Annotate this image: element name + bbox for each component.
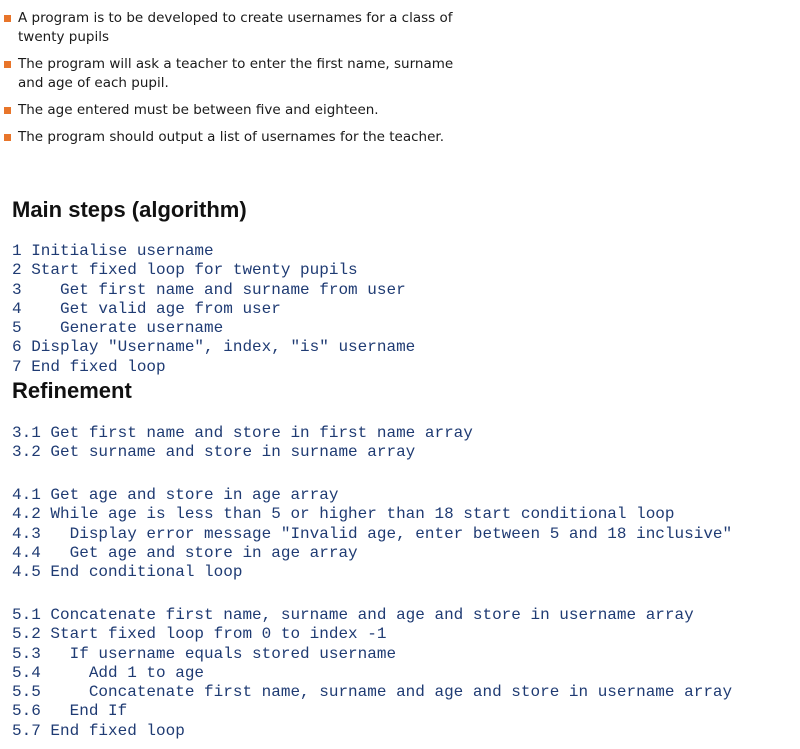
main-steps-code: [12, 242, 415, 377]
main-steps-heading: Main steps (algorithm): [12, 197, 247, 222]
code-line: 4.3 Display error message "Invalid age, enter between 5 and 18 inclusive": [12, 524, 733, 543]
requirement-item: [4, 128, 464, 147]
code-line: 1 Initialise username: [12, 242, 214, 260]
code-line: 7 End fixed loop: [12, 357, 166, 376]
refinement-code-block-2: [12, 486, 732, 582]
refinement-heading: Refinement: [12, 378, 132, 403]
requirement-text: The program will ask a teacher to enter the first name, surname and age of each pupil.: [18, 56, 454, 91]
code-line: 3 Get first name and surname from user: [12, 280, 406, 299]
requirements-list: [4, 9, 464, 155]
code-line: 4.1 Get age and store in age array: [12, 486, 339, 504]
requirement-text: A program is to be developed to create usernames for a class of twenty pupils: [18, 10, 453, 45]
code-line: 4.2 While age is less than 5 or higher than 18 start conditional loop: [12, 505, 675, 524]
code-line: 3.2 Get surname and store in surname array: [12, 443, 416, 462]
requirement-item: [4, 9, 464, 47]
code-line: 5.2 Start fixed loop from 0 to index -1: [12, 625, 387, 644]
code-line: 5.6 End If: [12, 702, 128, 721]
code-line: 5.3 If username equals stored username: [12, 644, 397, 663]
requirement-item: [4, 55, 464, 93]
code-line: 5.5 Concatenate first name, surname and age and store in username array: [12, 683, 733, 702]
requirement-text: The program should output a list of usernames for the teacher.: [18, 129, 445, 145]
code-line: 5 Generate username: [12, 319, 224, 338]
code-line: 4 Get valid age from user: [12, 299, 281, 318]
square-bullet-icon: [4, 15, 11, 22]
square-bullet-icon: [4, 61, 11, 68]
refinement-code-block-3: [12, 606, 732, 741]
code-line: 3.1 Get first name and store in first name array: [12, 424, 473, 442]
code-line: 5.1 Concatenate first name, surname and age and store in username array: [12, 606, 694, 624]
code-line: 2 Start fixed loop for twenty pupils: [12, 261, 358, 280]
code-line: 4.5 End conditional loop: [12, 563, 243, 582]
code-line: 5.4 Add 1 to age: [12, 663, 205, 682]
refinement-code-block-1: [12, 424, 473, 463]
code-line: 5.7 End fixed loop: [12, 721, 185, 740]
square-bullet-icon: [4, 134, 11, 141]
square-bullet-icon: [4, 107, 11, 114]
code-line: 6 Display "Username", index, "is" username: [12, 338, 416, 357]
code-line: 4.4 Get age and store in age array: [12, 543, 358, 562]
requirement-item: [4, 101, 464, 120]
requirement-text: The age entered must be between five and eighteen.: [18, 102, 379, 118]
